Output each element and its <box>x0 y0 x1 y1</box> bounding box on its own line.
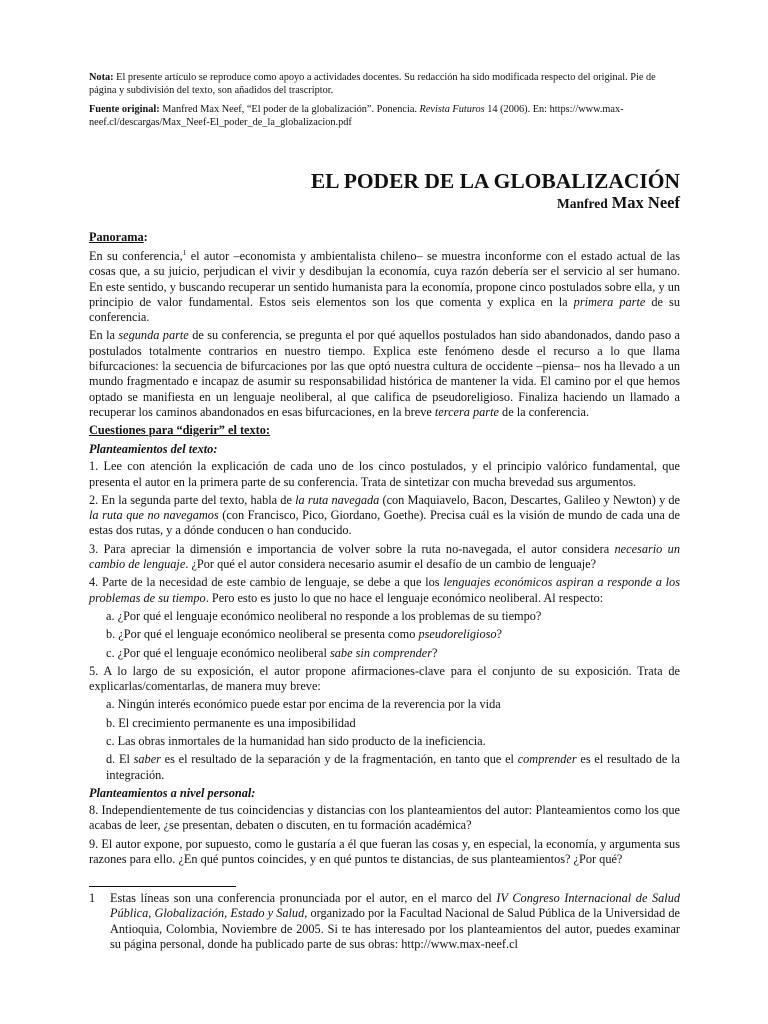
question-8: 8. Independientemente de tus coincidencias y distancias con los planteamientos del autor: Planteamientos como los que acabas de leer, ¿se presentan, debaten o discuten, en tu formación académica? <box>89 802 680 833</box>
question-4-list <box>89 609 680 661</box>
list-item: c. Las obras inmortales de la humanidad han sido producto de la ineficiencia. <box>106 734 486 749</box>
footnote-text: Estas líneas son una conferencia pronunciada por el autor, en el marco del IV Congreso Internacional de Salud Pública, Globalización, Estado y Salud, organizado por la Facultad Nacional de Salud Pública de la Universidad de Antioquia, Colombia, Noviembre de 2005. Si te has interesado por los planteamientos del autor, puedes examinar su página personal, donde ha publicado parte de sus obras: http://www.max-neef.cl <box>110 891 680 951</box>
list-item: a. ¿Por qué el lenguaje económico neoliberal no responde a los problemas de su tiempo? <box>106 608 542 623</box>
note-text: El presente artículo se reproduce como apoyo a actividades docentes. Su redacción ha sido modificada respecto del original. Pie de página y subdivisión del texto, son añadidos del trascriptor. <box>89 72 656 96</box>
document-title: EL PODER DE LA GLOBALIZACIÓN <box>310 169 680 193</box>
question-2: 2. En la segunda parte del texto, habla de la ruta navegada (con Maquiavelo, Bacon, Descartes, Galileo y Newton) y de la ruta que no navegamos (con Francisco, Pico, Giordano, Goethe). Precisa cuál es la visión de mundo de cada una de estas dos rutas, y a dónde conducen o han conducido. <box>89 492 680 538</box>
footnote <box>89 891 680 952</box>
source-label: Fuente original: <box>89 104 160 115</box>
footnote-ref: 1 <box>182 247 187 257</box>
question-4: 4. Parte de la necesidad de este cambio de lenguaje, se debe a que los lenguajes económicos aspiran a responde a los problemas de su tiempo. Pero esto es justo lo que no hace el lenguaje económico neoliberal. Al respecto: <box>89 575 680 605</box>
footnote-divider <box>89 886 236 887</box>
source-note: Fuente original: Manfred Max Neef, “El poder de la globalización”. Ponencia. Revista Futuros 14 (2006). En: https://www.max-neef.cl/descargas/Max_Neef-El_poder_de_la_globalizacion.pdf <box>89 104 624 128</box>
list-item: d. El saber es el resultado de la separación y de la fragmentación, en tanto que el comprender es el resultado de la integración. <box>106 752 680 782</box>
question-5-list <box>89 697 680 782</box>
note-label: Nota: <box>89 72 114 83</box>
subheading-personal: Planteamientos a nivel personal: <box>89 785 256 800</box>
question-3: 3. Para apreciar la dimensión e importancia de volver sobre la ruta no-navegada, el autor considera necesario un cambio de lenguaje. ¿Por qué el autor considera necesario asumir el desafío de un cambio de lenguaje? <box>89 541 680 572</box>
list-item: c. ¿Por qué el lenguaje económico neoliberal sabe sin comprender? <box>106 645 438 660</box>
subheading-text-questions: Planteamientos del texto: <box>89 442 218 457</box>
footnote-number: 1 <box>89 891 96 905</box>
question-1: 1. Lee con atención la explicación de cada uno de los cinco postulados, y el principio valórico fundamental, que presenta el autor en la primera parte de su conferencia. Trata de sintetizar con mucha brevedad sus argumentos. <box>89 459 680 489</box>
list-item: b. ¿Por qué el lenguaje económico neoliberal se presenta como pseudoreligioso? <box>106 627 503 642</box>
panorama-paragraph-1: En su conferencia,$^1$ el autor –economista y ambientalista chileno– se muestra inconforme con el estado actual de las cosas que, a su juicio, perjudican el vivir y desdibujan la economía, cuya razón debería ser el servicio al ser humano. En este sentido, y buscando recuperar un sentido humanista para la economía, propone cinco postulados sobre ella, y un principio de valor fundamental. Estos seis elementos son los que comenta y explica en la primera parte de su conferencia. <box>89 247 680 325</box>
question-5: 5. A lo largo de su exposición, el autor propone afirmaciones-clave para el conjunto de su exposición. Trata de explicarlas/comentarlas, de manera muy breve: <box>89 663 680 694</box>
panorama-heading: Panorama: <box>89 230 148 244</box>
list-item: a. Ningún interés económico puede estar por encima de la reverencia por la vida <box>106 697 501 712</box>
panorama-paragraph-2: En la segunda parte de su conferencia, se pregunta el por qué aquellos postulados han sido abandonados, dando paso a postulados totalmente contrarios en nuestro tiempo. Explica este fenómeno desde el recurso a lo que llama bifurcaciones: la secuencia de bifurcaciones por las que optó nuestra cultura de occidente –piensa– nos ha llevado a un mundo fragmentado e incapaz de asumir su responsabilidad histórica de mantener la vida. El camino por el que hemos optado se manifiesta en un lenguaje neoliberal, al que califica de pseudoreligioso. Finaliza haciendo un llamado a recuperar los caminos abandonados en esas bifurcaciones, en la breve tercera parte de la conferencia. <box>89 328 680 419</box>
editor-note <box>89 72 680 97</box>
questions-heading: Cuestiones para “digerir” el texto: <box>89 423 271 438</box>
journal-name: Revista Futuros <box>419 104 485 115</box>
document-body <box>89 72 680 870</box>
question-9: 9. El autor expone, por supuesto, como le gustaría a él que fueran las cosas y, en especial, la economía, y argumenta sus razones para ello. ¿En qué puntos coincides, y en qué puntos te distancias, de sus planteamientos? ¿Por qué? <box>89 836 680 866</box>
author-name: Manfred Max Neef <box>556 193 680 212</box>
list-item: b. El crecimiento permanente es una imposibilidad <box>106 715 356 730</box>
